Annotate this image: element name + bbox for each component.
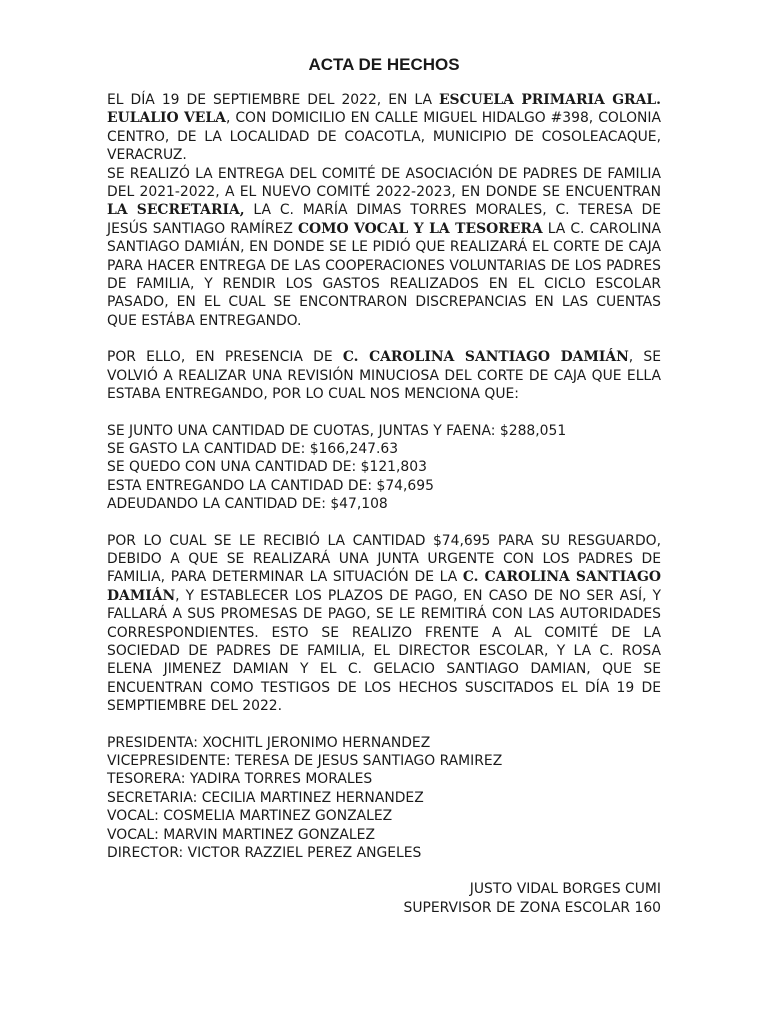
signatory-role: SUPERVISOR DE ZONA ESCOLAR 160	[403, 899, 661, 916]
document-body	[107, 91, 661, 917]
bold-person-name: C. CAROLINA SANTIAGO DAMIÁN	[107, 569, 661, 604]
paragraph-intro	[107, 91, 661, 165]
amount-line: ADEUDANDO LA CANTIDAD DE: $47,108	[107, 496, 388, 513]
signatory-name: JUSTO VIDAL BORGES CUMI	[469, 881, 661, 898]
committee-member: TESORERA: YADIRA TORRES MORALES	[107, 771, 373, 788]
committee-list	[107, 734, 661, 863]
paragraph-text: EL DÍA 19 DE SEPTIEMBRE DEL 2022, EN LA	[107, 92, 439, 108]
paragraph-text: POR LO CUAL SE LE RECIBIÓ LA CANTIDAD $74,695 PARA SU RESGUARDO, DEBIDO A QUE SE REALIZARÁ UNA JUNTA URGENTE CON LOS PADRES DE FAMILIA, PARA DETERMINAR LA SITUACIÓN DE LA	[107, 532, 661, 586]
paragraph-text: , CON DOMICILIO EN CALLE MIGUEL HIDALGO #398, COLONIA CENTRO, DE LA LOCALIDAD DE COACOTLA, MUNICIPIO DE COSOLEACAQUE, VERACRUZ.	[107, 110, 661, 164]
paragraph-text: POR ELLO, EN PRESENCIA DE	[107, 349, 343, 366]
committee-member: VOCAL: MARVIN MARTINEZ GONZALEZ	[107, 826, 375, 843]
amount-line: SE GASTO LA CANTIDAD DE: $166,247.63	[107, 440, 399, 457]
paragraph-text: , SE VOLVIÓ A REALIZAR UNA REVISIÓN MINUCIOSA DEL CORTE DE CAJA QUE ELLA ESTABA ENTREGANDO, POR LO CUAL NOS MENCIONA QUE:	[107, 349, 662, 403]
signature-block	[107, 880, 661, 917]
amount-line: SE QUEDO CON UNA CANTIDAD DE: $121,803	[107, 459, 427, 476]
paragraph-text: LA C. MARÍA DIMAS TORRES MORALES, C. TERESA DE JESÚS SANTIAGO RAMÍREZ	[107, 202, 661, 237]
amount-line: ESTA ENTREGANDO LA CANTIDAD DE: $74,695	[107, 477, 434, 494]
committee-member: SECRETARIA: CECILIA MARTINEZ HERNANDEZ	[107, 789, 424, 806]
committee-member: VICEPRESIDENTE: TERESA DE JESUS SANTIAGO RAMIREZ	[107, 753, 503, 769]
paragraph-text: SE REALIZÓ LA ENTREGA DEL COMITÉ DE ASOCIACIÓN DE PADRES DE FAMILIA DEL 2021-2022, A EL NUEVO COMITÉ 2022-2023, EN DONDE SE ENCUENTRAN	[107, 165, 661, 201]
school-name: ESCUELA PRIMARIA GRAL. EULALIO VELA	[107, 92, 661, 127]
bold-role-secretary: LA SECRETARIA,	[107, 202, 245, 219]
committee-member: PRESIDENTA: XOCHITL JERONIMO HERNANDEZ	[107, 734, 431, 751]
amounts-list	[107, 422, 661, 514]
bold-role-vocal-treasurer: COMO VOCAL Y LA TESORERA	[297, 220, 543, 237]
amount-line: SE JUNTO UNA CANTIDAD DE CUOTAS, JUNTAS Y FAENA: $288,051	[107, 422, 567, 439]
paragraph-text: LA C. CAROLINA SANTIAGO DAMIÁN, EN DONDE SE LE PIDIÓ QUE REALIZARÁ EL CORTE DE CAJA PARA HACER ENTREGA DE LAS COOPERACIONES VOLUNTARIAS DE LOS PADRES DE FAMILIA, Y RENDIR LOS GASTOS REALIZADOS EN EL CICLO ESCOLAR PASADO, EN EL CUAL SE ENCONTRARON DISCREPANCIAS EN LAS CUENTAS QUE ESTÁBA ENTREGANDO.	[107, 220, 662, 329]
committee-member: VOCAL: COSMELIA MARTINEZ GONZALEZ	[107, 808, 393, 825]
document-title: ACTA DE HECHOS	[308, 55, 460, 74]
paragraph-resolution	[107, 532, 661, 716]
bold-person-name: C. CAROLINA SANTIAGO DAMIÁN	[342, 349, 629, 366]
paragraph-text: , Y ESTABLECER LOS PLAZOS DE PAGO, EN CASO DE NO SER ASÍ, Y FALLARÁ A SUS PROMESAS DE PAGO, SE LE REMITIRÁ CON LAS AUTORIDADES CORRESPONDIENTES. ESTO SE REALIZO FRENTE A AL COMITÉ DE LA SOCIEDAD DE PADRES DE FAMILIA, EL DIRECTOR ESCOLAR, Y LA C. ROSA ELENA JIMENEZ DAMIAN Y EL C. GELACIO SANTIAGO DAMIAN, QUE SE ENCUENTRAN COMO TESTIGOS DE LOS HECHOS SUSCITADOS EL DÍA 19 DE SEMPTIEMBRE DEL 2022.	[107, 587, 661, 715]
committee-member: DIRECTOR: VICTOR RAZZIEL PEREZ ANGELES	[107, 845, 422, 862]
paragraph-review	[107, 348, 661, 403]
paragraph-handover	[107, 165, 661, 331]
